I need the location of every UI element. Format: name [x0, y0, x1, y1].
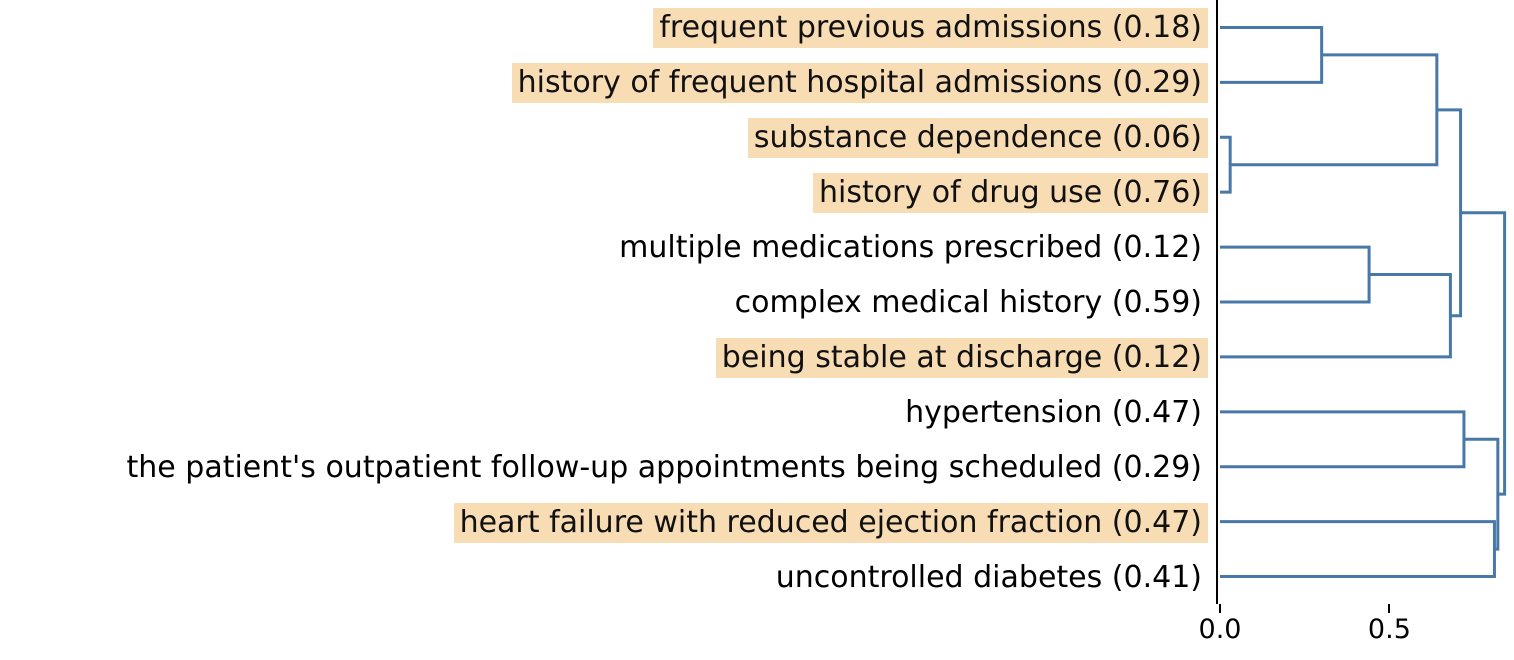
- x-axis-tick: [1388, 604, 1390, 613]
- leaf-label-text: heart failure with reduced ejection fraction (0.47): [454, 503, 1208, 543]
- leaf-label-text: uncontrolled diabetes (0.41): [775, 559, 1202, 595]
- leaf-label: [729, 283, 1208, 321]
- leaf-label-text: history of frequent hospital admissions (0.29): [512, 63, 1208, 103]
- leaf-label-text: the patient's outpatient follow-up appointments being scheduled (0.29): [126, 449, 1202, 485]
- leaf-label: [454, 503, 1208, 541]
- dendrogram-link: [1220, 275, 1450, 357]
- dendrogram-link: [1220, 247, 1369, 302]
- leaf-label: [748, 118, 1208, 156]
- leaf-label-text: frequent previous admissions (0.18): [653, 8, 1208, 48]
- leaf-label: [899, 393, 1208, 431]
- dendrogram-link: [1230, 55, 1437, 165]
- leaf-label-text: history of drug use (0.76): [813, 173, 1208, 213]
- dendrogram-link: [1437, 110, 1461, 316]
- x-axis-tick-label: 0.5: [1367, 614, 1411, 645]
- leaf-label: [121, 448, 1208, 486]
- dendrogram-link: [1220, 412, 1464, 467]
- dendrogram-link: [1464, 439, 1498, 549]
- x-axis-tick: [1219, 604, 1221, 613]
- dendrogram-plot-area: [1216, 0, 1514, 604]
- leaf-label: [813, 173, 1208, 211]
- dendrogram-link: [1220, 522, 1494, 577]
- leaf-label-text: multiple medications prescribed (0.12): [619, 230, 1202, 266]
- leaf-label: [770, 558, 1208, 596]
- leaf-label: [512, 63, 1208, 101]
- dendrogram-link: [1220, 27, 1322, 82]
- x-axis-tick-label: 0.0: [1198, 614, 1242, 645]
- leaf-label-text: complex medical history (0.59): [734, 285, 1202, 320]
- y-axis-spine: [1216, 0, 1218, 604]
- leaf-label: [613, 228, 1208, 266]
- leaf-label-text: being stable at discharge (0.12): [716, 338, 1208, 378]
- dendrogram-link: [1220, 137, 1230, 192]
- dendrogram-links: [1216, 0, 1514, 604]
- x-axis: [1198, 604, 1514, 660]
- leaf-label: [716, 338, 1208, 376]
- leaf-label-text: substance dependence (0.06): [748, 118, 1208, 158]
- leaf-label-text: hypertension (0.47): [905, 394, 1202, 430]
- leaf-label: [653, 8, 1208, 46]
